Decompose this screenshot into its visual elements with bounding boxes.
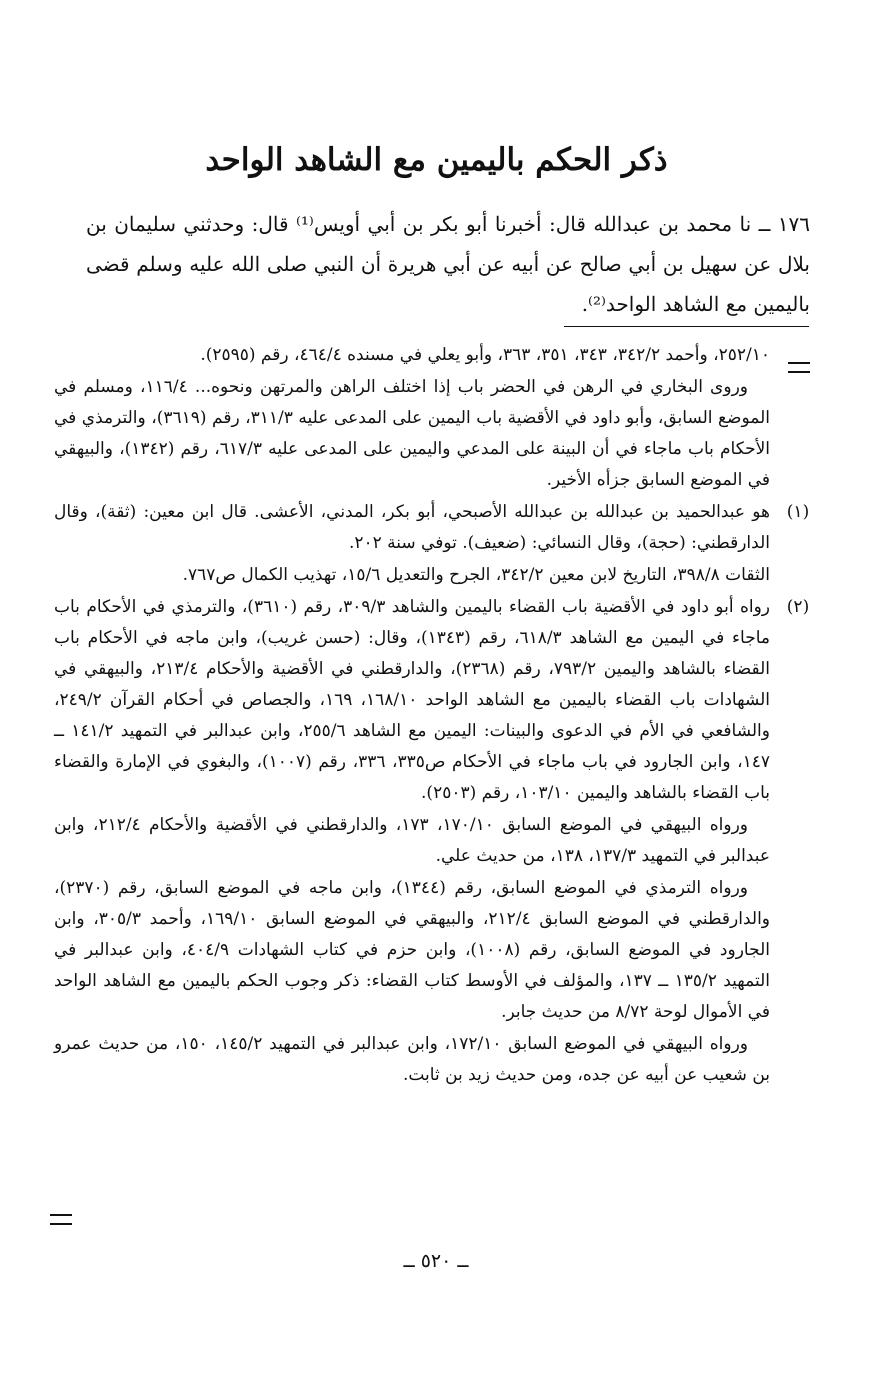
footnote-1	[54, 497, 810, 591]
footnote-2	[54, 592, 810, 1091]
footnote-1-number: (١)	[786, 502, 810, 522]
footnote-continuation-2: وروى البخاري في الرهن في الحضر باب إذا اختلف الراهن والمرتهن ونحوه... ١١٦/٤، ومسلم في الموضع السابق، وأبو داود في الأقضية باب اليمين على المدعى عليه ٣١١/٣، رقم (٣٦١٩)، والترمذي في الأحكام باب ماجاء في أن البينة على المدعي واليمين على المدعى عليه ٦١٧/٣، رقم (١٣٤٢)، والبيهقي في الموضع السابق جزأه الأخير.	[54, 377, 771, 490]
continuation-marker-bottom	[50, 1214, 72, 1225]
footnote-2-text: رواه أبو داود في الأقضية باب القضاء باليمين والشاهد ٣٠٩/٣، رقم (٣٦١٠)، والترمذي في الأحكام باب ماجاء في اليمين مع الشاهد ٦١٨/٣، رقم (١٣٤٣)، وقال: (حسن غريب)، وابن ماجه في الأحكام باب القضاء بالشاهد واليمين ٧٩٣/٢، رقم (٢٣٦٨)، والدارقطني في الأقضية والأحكام ٢١٣/٤، والبيهقي في الشهادات باب القضاء باليمين مع الشاهد الواحد ١٦٨/١٠، ١٦٩، والجصاص في أحكام القرآن ٢٤٩/٢، والشافعي في الأم في الدعوى والبينات: اليمين مع الشاهد ٢٥٥/٦، وابن عبدالبر في التمهيد ١٤١/٢ ــ ١٤٧، وابن الجارود في باب ماجاء في الأحكام ص٣٣٥، ٣٣٦، رقم (١٠٠٧)، والبغوي في الإمارة والقضاء باب القضاء بالشاهد واليمين ١٠٣/١٠، رقم (٢٥٠٣).	[54, 597, 771, 803]
footnote-2-number: (٢)	[786, 597, 810, 617]
hadith-text: ١٧٦ ــ نا محمد بن عبدالله قال: أخبرنا أبو بكر بن أبي أويس⁽¹⁾ قال: وحدثني سليمان بن بلال عن سهيل بن أبي صالح عن أبيه عن أبي هريرة أن النبي صلى الله عليه وسلم قضى باليمين مع الشاهد الواحد⁽²⁾.	[86, 212, 810, 316]
page-number: ــ ٥٢٠ ــ	[403, 1250, 469, 1272]
chapter-heading: ذكر الحكم باليمين مع الشاهد الواحد	[205, 142, 668, 178]
footnote-2-paragraph-2: ورواه البيهقي في الموضع السابق ١٧٠/١٠، ١٧٣، والدارقطني في الأقضية والأحكام ٢١٢/٤، وابن عبدالبر في التمهيد ١٣٧/٣، ١٣٨، من حديث علي.	[54, 815, 770, 866]
footnote-1-text: هو عبدالحميد بن عبدالله بن عبدالله الأصبحي، أبو بكر، المدني، الأعشى. قال ابن معين: (ثقة)، وقال الدارقطني: (حجة)، وقال النسائي: (ضعيف). توفي سنة ٢٠٢.	[54, 502, 770, 553]
continuation-marker-top	[788, 362, 810, 373]
footnote-2-paragraph-4: ورواه البيهقي في الموضع السابق ١٧٢/١٠، وابن عبدالبر في التمهيد ١٤٥/٢، ١٥٠، من حديث عمرو بن شعيب عن أبيه عن جده، ومن حديث زيد بن ثابت.	[54, 1034, 770, 1085]
footnote-separator	[564, 326, 809, 327]
footnote-continuation: ٢٥٢/١٠، وأحمد ٣٤٢/٢، ٣٤٣، ٣٥١، ٣٦٣، وأبو يعلي في مسنده ٤٦٤/٤، رقم (٢٥٩٥).	[200, 345, 770, 365]
footnotes	[54, 340, 810, 1092]
footnote-1-references: الثقات ٣٩٨/٨، التاريخ لابن معين ٣٤٢/٢، الجرح والتعديل ١٥/٦، تهذيب الكمال ص٧٦٧.	[182, 565, 770, 585]
footnote-2-paragraph-3: ورواه الترمذي في الموضع السابق، رقم (١٣٤٤)، وابن ماجه في الموضع السابق، رقم (٢٣٧٠)، والدارقطني في الموضع السابق ٢١٢/٤، والبيهقي في الموضع السابق ١٦٩/١٠، وأحمد ٣٠٥/٣، وابن الجارود في الموضع السابق، رقم (١٠٠٨)، وابن حزم في كتاب الشهادات ٤٠٤/٩، وابن عبدالبر في التمهيد ١٣٥/٢ ــ ١٣٧، والمؤلف في الأوسط كتاب القضاء: ذكر وجوب الحكم باليمين مع الشاهد الواحد في الأموال لوحة ٨/٧٢ من حديث جابر.	[54, 878, 771, 1022]
